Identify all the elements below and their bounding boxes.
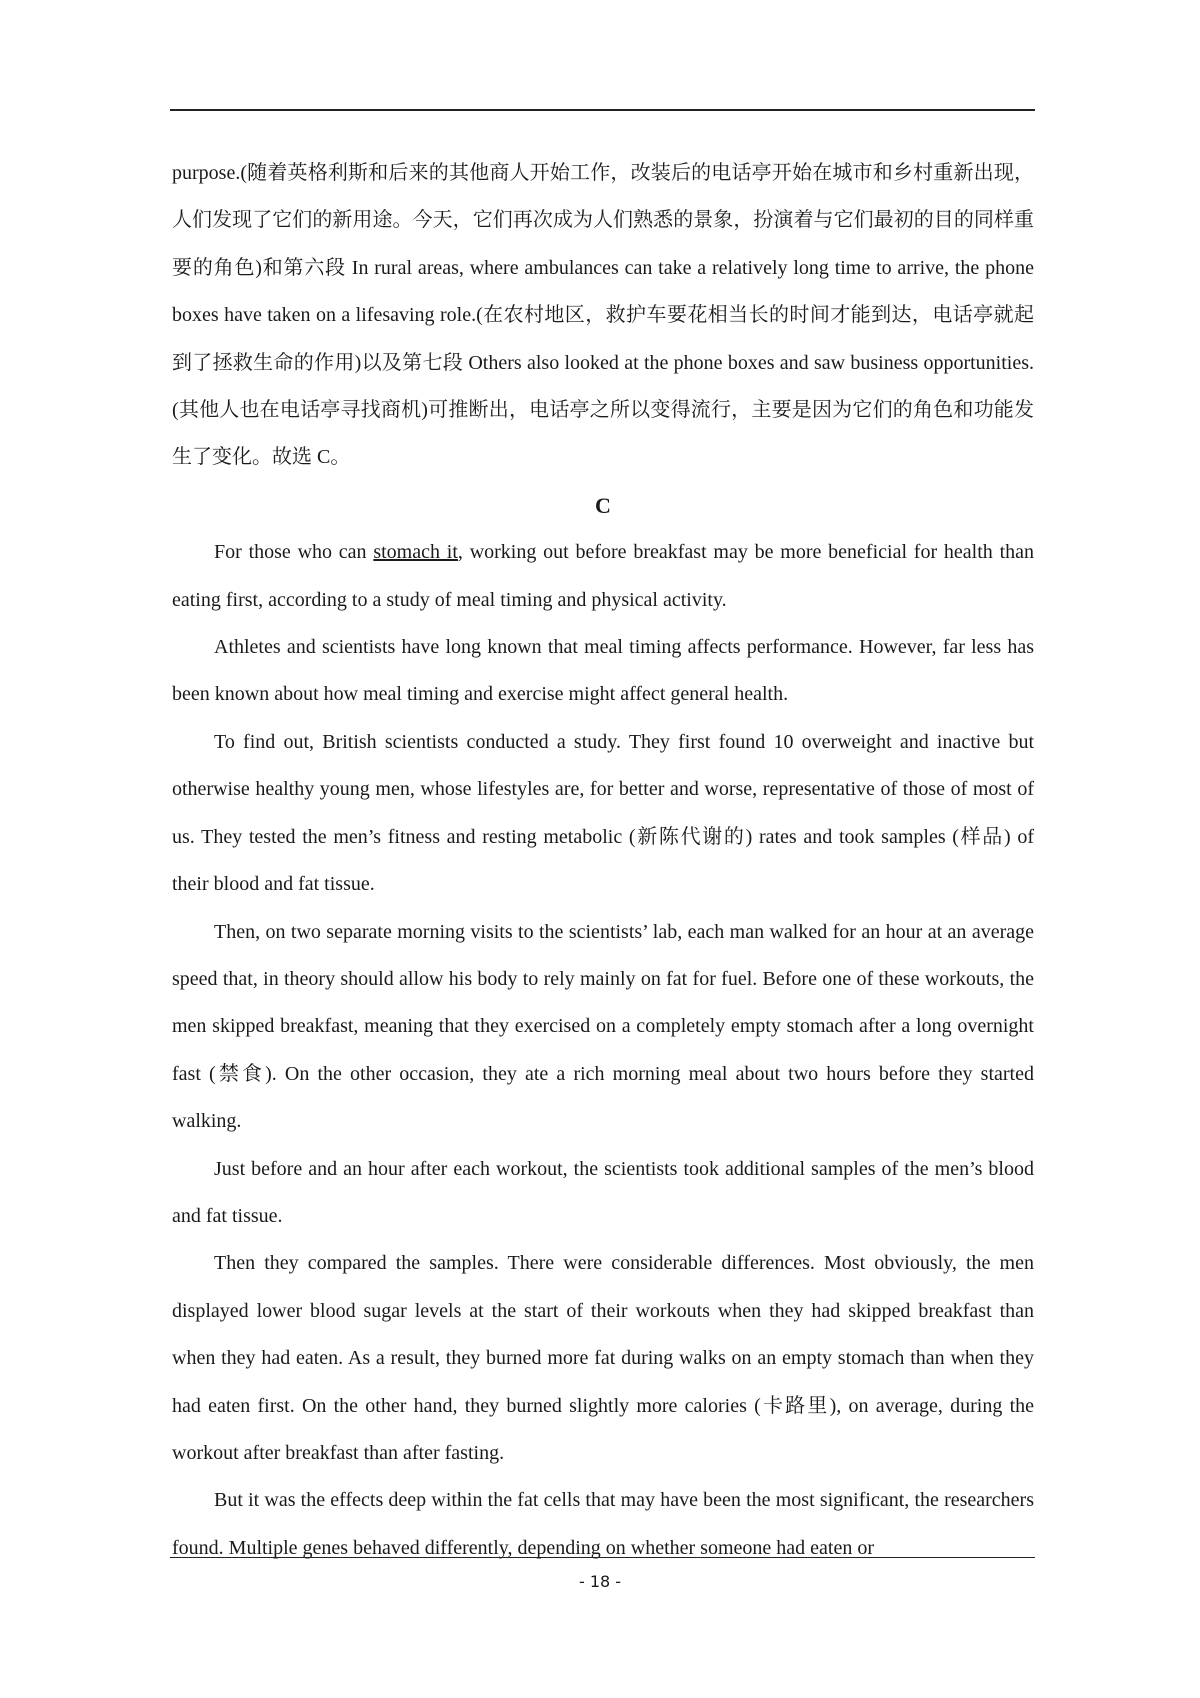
passage-paragraph-2: Athletes and scientists have long known that meal timing affects performance. However, far less has been known about how meal timing and exercise might affect general health. xyxy=(172,636,1034,706)
passage-paragraph-3: To find out, British scientists conducted a study. They first found 10 overweight and inactive but otherwise healthy young men, whose lifestyles are, for better and worse, representative of those of most of us. They tested the men’s fitness and resting metabolic (新陈代谢的) rates and took samples (样品) of their blood and fat tissue. xyxy=(172,730,1034,896)
paragraph-1-lead: For those who can xyxy=(214,541,374,564)
section-heading: C xyxy=(595,492,611,518)
document-body xyxy=(172,150,1034,1572)
passage-paragraph-7: But it was the effects deep within the fat cells that may have been the most significant, the researchers found. Multiple genes behaved differently, depending on whether someone had eaten or xyxy=(172,1489,1034,1559)
paragraph-1-rest: , working out before breakfast may be more beneficial for health than eating first, according to a study of meal timing and physical activity. xyxy=(172,541,1034,611)
underlined-phrase: stomach it xyxy=(373,541,458,564)
answer-explanation-continuation: purpose.(随着英格利斯和后来的其他商人开始工作，改装后的电话亭开始在城市和乡村重新出现，人们发现了它们的新用途。今天，它们再次成为人们熟悉的景象，扮演着与它们最初的目的同样重要的角色)和第六段 In rural areas, where ambulances can take a relatively long time to arrive, the phone boxes have taken on a lifesaving role.(在农村地区，救护车要花相当长的时间才能到达，电话亭就起到了拯救生命的作用)以及第七段 Others also looked at the phone boxes and saw business opportunities.(其他人也在电话亭寻找商机)可推断出，电话亭之所以变得流行，主要是因为它们的角色和功能发生了变化。故选 C。 xyxy=(172,162,1034,469)
passage-paragraph-4: Then, on two separate morning visits to the scientists’ lab, each man walked for an hour at an average speed that, in theory should allow his body to rely mainly on fat for fuel. Before one of these workouts, the men skipped breakfast, meaning that they exercised on a completely empty stomach after a long overnight fast (禁食). On the other occasion, they ate a rich morning meal about two hours before they started walking. xyxy=(172,920,1034,1133)
passage-paragraph-6: Then they compared the samples. There were considerable differences. Most obviously, the men displayed lower blood sugar levels at the start of their workouts when they had skipped breakfast than when they had eaten. As a result, they burned more fat during walks on an empty stomach than when they had eaten first. On the other hand, they burned slightly more calories (卡路里), on average, during the workout after breakfast than after fasting. xyxy=(172,1252,1034,1464)
header-rule xyxy=(170,109,1035,111)
passage-paragraph-5: Just before and an hour after each workout, the scientists took additional samples of the men’s blood and fat tissue. xyxy=(172,1157,1034,1227)
page-number: - 18 - xyxy=(578,1572,622,1591)
passage-paragraph-1 xyxy=(172,529,1034,624)
footer-rule xyxy=(170,1557,1035,1558)
